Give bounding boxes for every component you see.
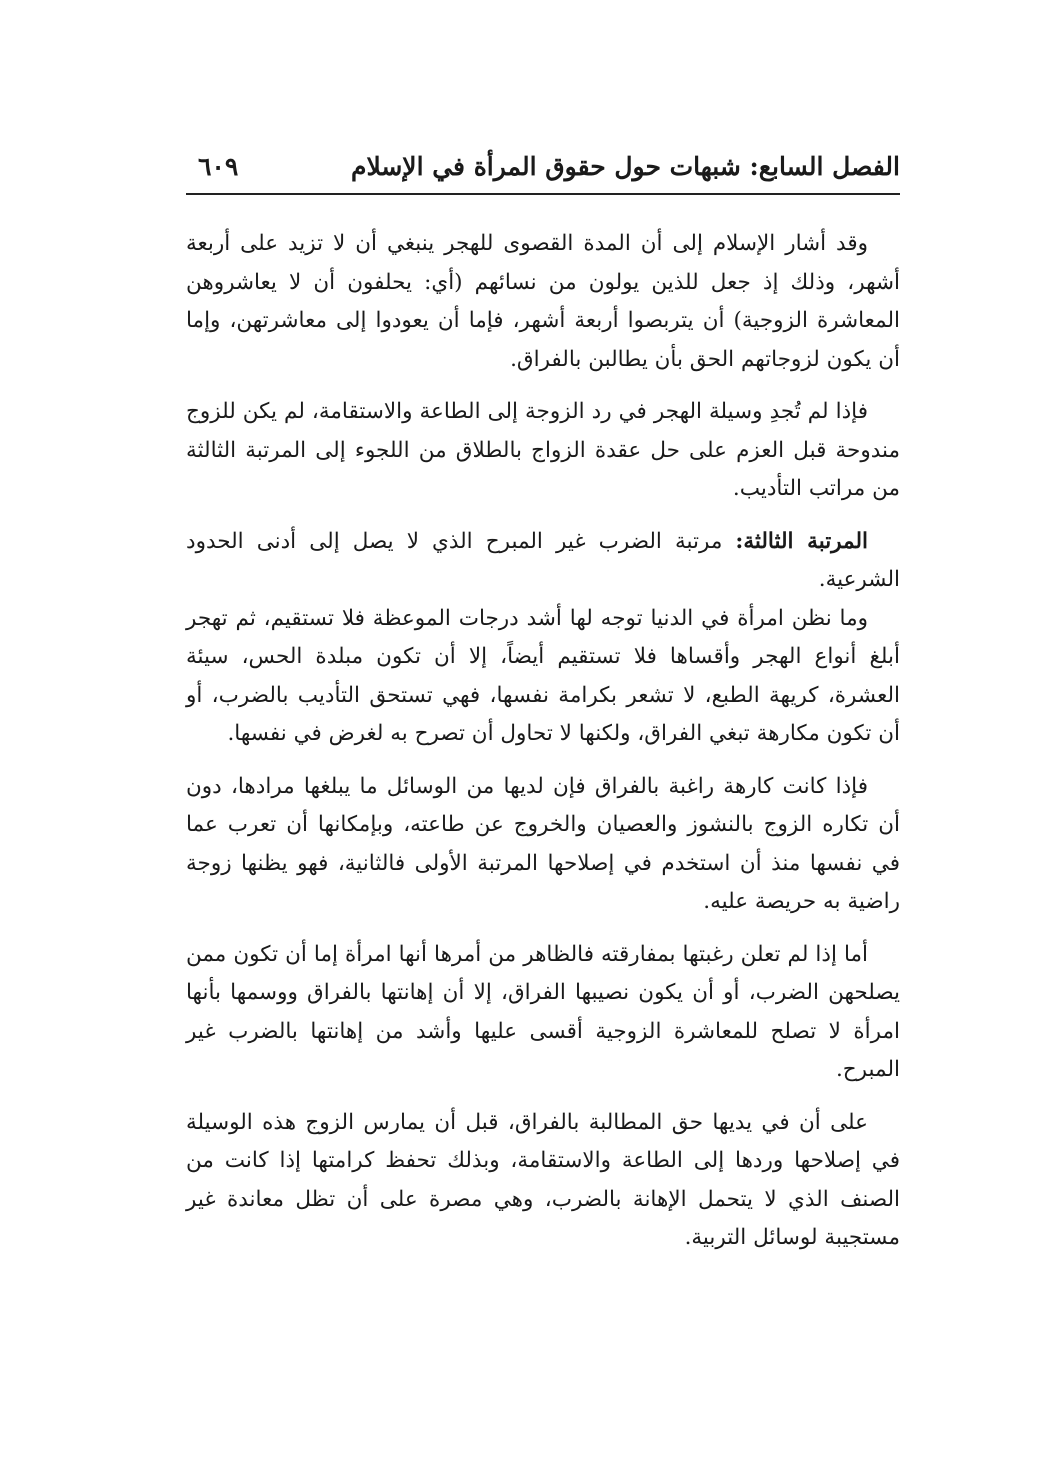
header-divider xyxy=(186,193,900,195)
body-text xyxy=(186,225,900,1258)
rank-description: مرتبة الضرب غير المبرح الذي لا يصل إلى أدنى الحدود الشرعية. xyxy=(186,528,900,592)
paragraph-7: على أن في يديها حق المطالبة بالفراق، قبل أن يمارس الزوج هذه الوسيلة في إصلاحها وردها إلى الطاعة والاستقامة، وبذلك تحفظ كرامتها إذا كانت من الصنف الذي لا يتحمل الإهانة بالضرب، وهي مصرة على أن تظل معاندة غير مستجيبة لوسائل التربية. xyxy=(186,1109,900,1250)
running-header xyxy=(186,148,900,188)
paragraph-5: فإذا كانت كارهة راغبة بالفراق فإن لديها من الوسائل ما يبلغها مرادها، دون أن تكاره الزوج بالنشوز والعصيان والخروج عن طاعته، وبإمكانها أن تعرب عما في نفسها منذ أن استخدم في إصلاحها المرتبة الأولى فالثانية، فهو يظنها زوجة راضية به حريصة عليه. xyxy=(186,773,900,914)
paragraph-2: فإذا لم تُجدِ وسيلة الهجر في رد الزوجة إلى الطاعة والاستقامة، لم يكن للزوج مندوحة قبل العزم على حل عقدة الزواج بالطلاق من اللجوء إلى المرتبة الثالثة من مراتب التأديب. xyxy=(186,399,900,501)
rank-heading: المرتبة الثالثة: xyxy=(735,528,868,554)
paragraph-3 xyxy=(186,523,900,600)
paragraph-6: أما إذا لم تعلن رغبتها بمفارقته فالظاهر من أمرها أنها امرأة إما أن تكون ممن يصلحهن الضرب، أو أن يكون نصيبها الفراق، إلا أن إهانتها بالفراق ووسمها بأنها امرأة لا تصلح للمعاشرة الزوجية أقسى عليها وأشد من إهانتها بالضرب غير المبرح. xyxy=(186,941,900,1082)
paragraph-1: وقد أشار الإسلام إلى أن المدة القصوى للهجر ينبغي أن لا تزيد على أربعة أشهر، وذلك إذ جعل للذين يولون من نسائهم (أي: يحلفون أن لا يعاشروهن المعاشرة الزوجية) أن يتربصوا أربعة أشهر، فإما أن يعودوا إلى معاشرتهن، وإما أن يكون لزوجاتهم الحق بأن يطالبن بالفراق. xyxy=(186,231,900,372)
paragraph-4: وما نظن امرأة في الدنيا توجه لها أشد درجات الموعظة فلا تستقيم، ثم تهجر أبلغ أنواع الهجر وأقساها فلا تستقيم أيضاً، إلا أن تكون مبلدة الحس، سيئة العشرة، كريهة الطبع، لا تشعر بكرامة نفسها، فهي تستحق التأديب بالضرب، أو أن تكون مكارهة تبغي الفراق، ولكنها لا تحاول أن تصرح به لغرض في نفسها. xyxy=(186,605,900,746)
chapter-title: الفصل السابع: شبهات حول حقوق المرأة في الإسلام xyxy=(350,152,900,181)
page-number: ٦٠٩ xyxy=(198,152,239,181)
